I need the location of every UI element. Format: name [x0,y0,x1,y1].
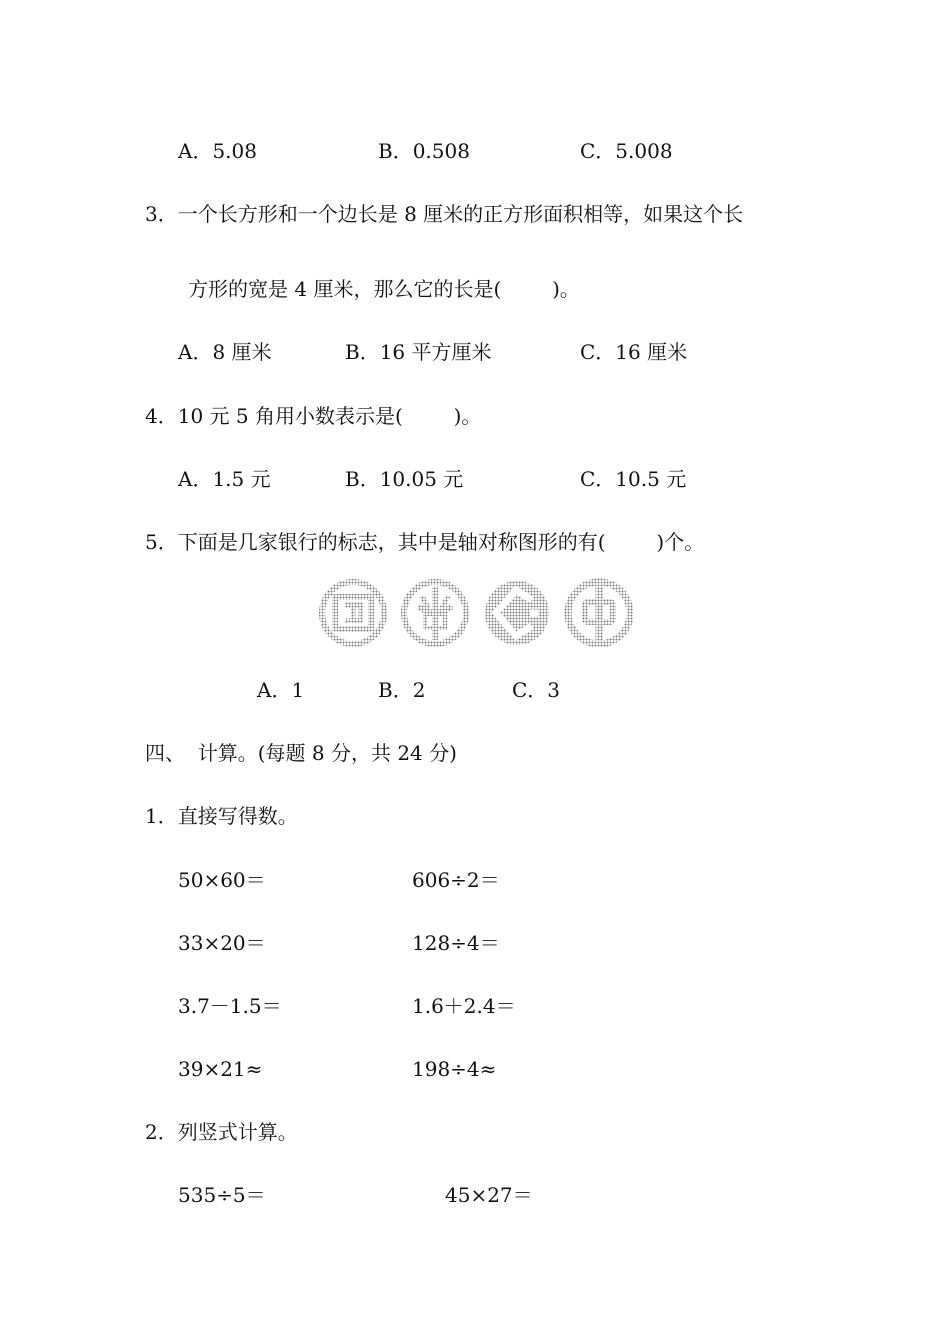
calc1-left-1: 50×60＝ [178,868,266,892]
bank-logo-4-icon [564,578,634,648]
bank-logo-1-icon [318,578,388,648]
q4-option-a: A．1.5 元 [178,467,271,491]
q3-text-line2: 方形的宽是 4 厘米，那么它的长是( )。 [188,277,580,301]
calc1-title: 1．直接写得数。 [145,804,298,828]
q4-option-b: B．10.05 元 [345,467,464,491]
calc2-item-1: 535÷5＝ [178,1183,266,1207]
q2-option-b: B．0.508 [378,139,470,163]
calc1-right-4: 198÷4≈ [412,1057,497,1081]
section4-title: 四、 计算。(每题 8 分，共 24 分) [145,741,457,765]
q2-option-c: C．5.008 [580,139,673,163]
calc1-left-3: 3.7－1.5＝ [178,994,282,1018]
q3-text-line1: 3．一个长方形和一个边长是 8 厘米的正方形面积相等，如果这个长 [145,202,744,226]
q5-option-c: C．3 [512,678,561,702]
q5-option-a: A．1 [257,678,305,702]
bank-logo-3-icon [482,578,552,648]
bank-logos [318,578,638,648]
bank-logo-2-icon [400,578,470,648]
calc1-left-4: 39×21≈ [178,1057,263,1081]
calc2-title: 2．列竖式计算。 [145,1120,298,1144]
q3-option-b: B．16 平方厘米 [345,340,492,364]
q3-option-a: A．8 厘米 [178,340,272,364]
q5-text: 5．下面是几家银行的标志，其中是轴对称图形的有( )个。 [145,530,705,554]
calc2-item-2: 45×27＝ [445,1183,533,1207]
calc1-right-1: 606÷2＝ [412,868,500,892]
q5-option-b: B．2 [378,678,426,702]
q4-option-c: C．10.5 元 [580,467,687,491]
q2-option-a: A．5.08 [178,139,257,163]
q3-option-c: C．16 厘米 [580,340,688,364]
calc1-left-2: 33×20＝ [178,931,266,955]
q4-text: 4．10 元 5 角用小数表示是( )。 [145,404,482,428]
calc1-right-3: 1.6＋2.4＝ [412,994,516,1018]
calc1-right-2: 128÷4＝ [412,931,500,955]
